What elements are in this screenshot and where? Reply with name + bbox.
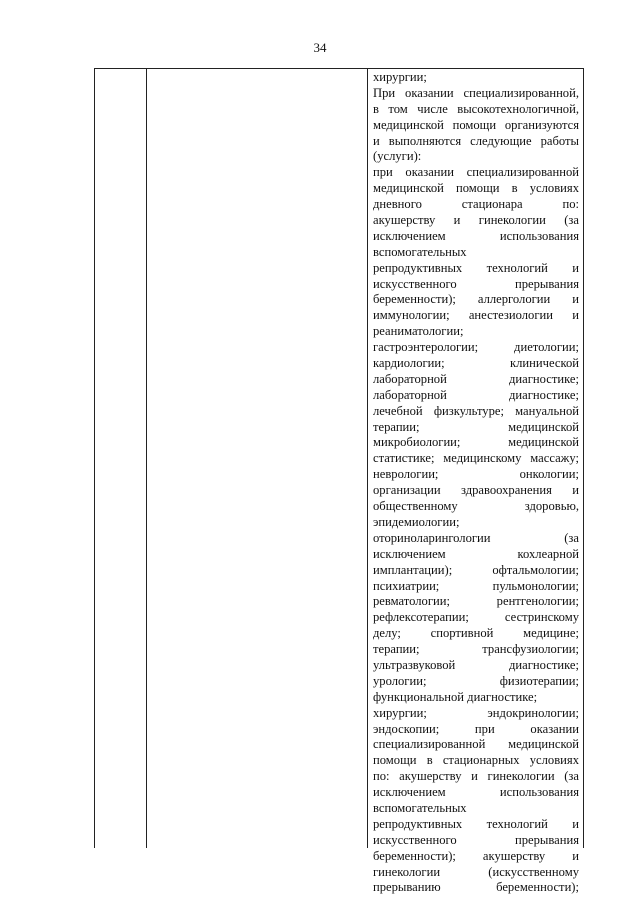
text-line: микробиологии; медицинской bbox=[373, 435, 579, 450]
text-line: медицинской помощи в условиях bbox=[373, 181, 579, 196]
text-line: психиатрии; пульмонологии; bbox=[373, 578, 579, 593]
text-line: лабораторной диагностике; bbox=[373, 387, 579, 402]
text-line: медицинской помощи организуются bbox=[373, 117, 579, 132]
text-line: вспомогательных bbox=[373, 244, 467, 259]
text-line: исключением использования bbox=[373, 785, 579, 800]
text-line: рефлексотерапии; сестринскому bbox=[373, 610, 579, 625]
text-line: урологии; физиотерапии; bbox=[373, 673, 579, 688]
text-line: и выполняются следующие работы bbox=[373, 133, 579, 148]
text-line: беременности); акушерству и bbox=[373, 848, 579, 863]
text-line: ревматологии; рентгенологии; bbox=[373, 594, 579, 609]
text-line: гинекологии (искусственному bbox=[373, 864, 579, 879]
text-line: репродуктивных технологий и bbox=[373, 260, 579, 275]
text-line: дневного стационара по: bbox=[373, 197, 579, 212]
text-line: терапии; медицинской bbox=[373, 419, 579, 434]
text-line: помощи в стационарных условиях bbox=[373, 753, 579, 768]
text-line: вспомогательных bbox=[373, 800, 467, 815]
text-line: по: акушерству и гинекологии (за bbox=[373, 769, 579, 784]
text-line: статистике; медицинскому массажу; bbox=[373, 451, 579, 466]
text-line: При оказании специализированной, bbox=[373, 85, 579, 100]
text-line: беременности); аллергологии и bbox=[373, 292, 579, 307]
text-line: функциональной диагностике; bbox=[373, 689, 538, 704]
text-line: оториноларингологии (за bbox=[373, 530, 579, 545]
text-line: лабораторной диагностике; bbox=[373, 371, 579, 386]
text-line: искусственного прерывания bbox=[373, 276, 579, 291]
services-list-cell bbox=[373, 70, 579, 896]
text-line: (услуги): bbox=[373, 149, 422, 164]
text-line: иммунологии; анестезиологии и bbox=[373, 308, 579, 323]
text-line: хирургии; эндокринологии; bbox=[373, 705, 579, 720]
text-line: общественному здоровью, bbox=[373, 499, 579, 514]
text-line: репродуктивных технологий и bbox=[373, 816, 579, 831]
text-line: организации здравоохранения и bbox=[373, 483, 579, 498]
text-line: лечебной физкультуре; мануальной bbox=[373, 403, 579, 418]
text-line: прерыванию беременности); bbox=[373, 880, 579, 895]
license-works-table bbox=[94, 68, 584, 895]
text-line: акушерству и гинекологии (за bbox=[373, 213, 579, 228]
column-divider-1 bbox=[146, 69, 147, 848]
text-line: имплантации); офтальмологии; bbox=[373, 562, 579, 577]
text-line: гастроэнтерологии; диетологии; bbox=[373, 340, 579, 355]
text-line: исключением кохлеарной bbox=[373, 546, 579, 561]
text-line: делу; спортивной медицине; bbox=[373, 626, 579, 641]
text-line: терапии; трансфузиологии; bbox=[373, 642, 579, 657]
page-number: 34 bbox=[313, 40, 327, 55]
text-line: искусственного прерывания bbox=[373, 832, 579, 847]
text-line: кардиологии; клинической bbox=[373, 356, 579, 371]
column-divider-2 bbox=[367, 69, 368, 848]
text-line: при оказании специализированной bbox=[373, 165, 579, 180]
text-line: исключением использования bbox=[373, 228, 579, 243]
text-line: эндоскопии; при оказании bbox=[373, 721, 579, 736]
text-line: специализированной медицинской bbox=[373, 737, 579, 752]
text-line: эпидемиологии; bbox=[373, 514, 460, 529]
text-line: хирургии; bbox=[373, 70, 427, 84]
text-line: неврологии; онкологии; bbox=[373, 467, 579, 482]
text-line: реаниматологии; bbox=[373, 324, 464, 339]
text-line: ультразвуковой диагностике; bbox=[373, 657, 579, 672]
text-line: в том числе высокотехнологичной, bbox=[373, 101, 579, 116]
